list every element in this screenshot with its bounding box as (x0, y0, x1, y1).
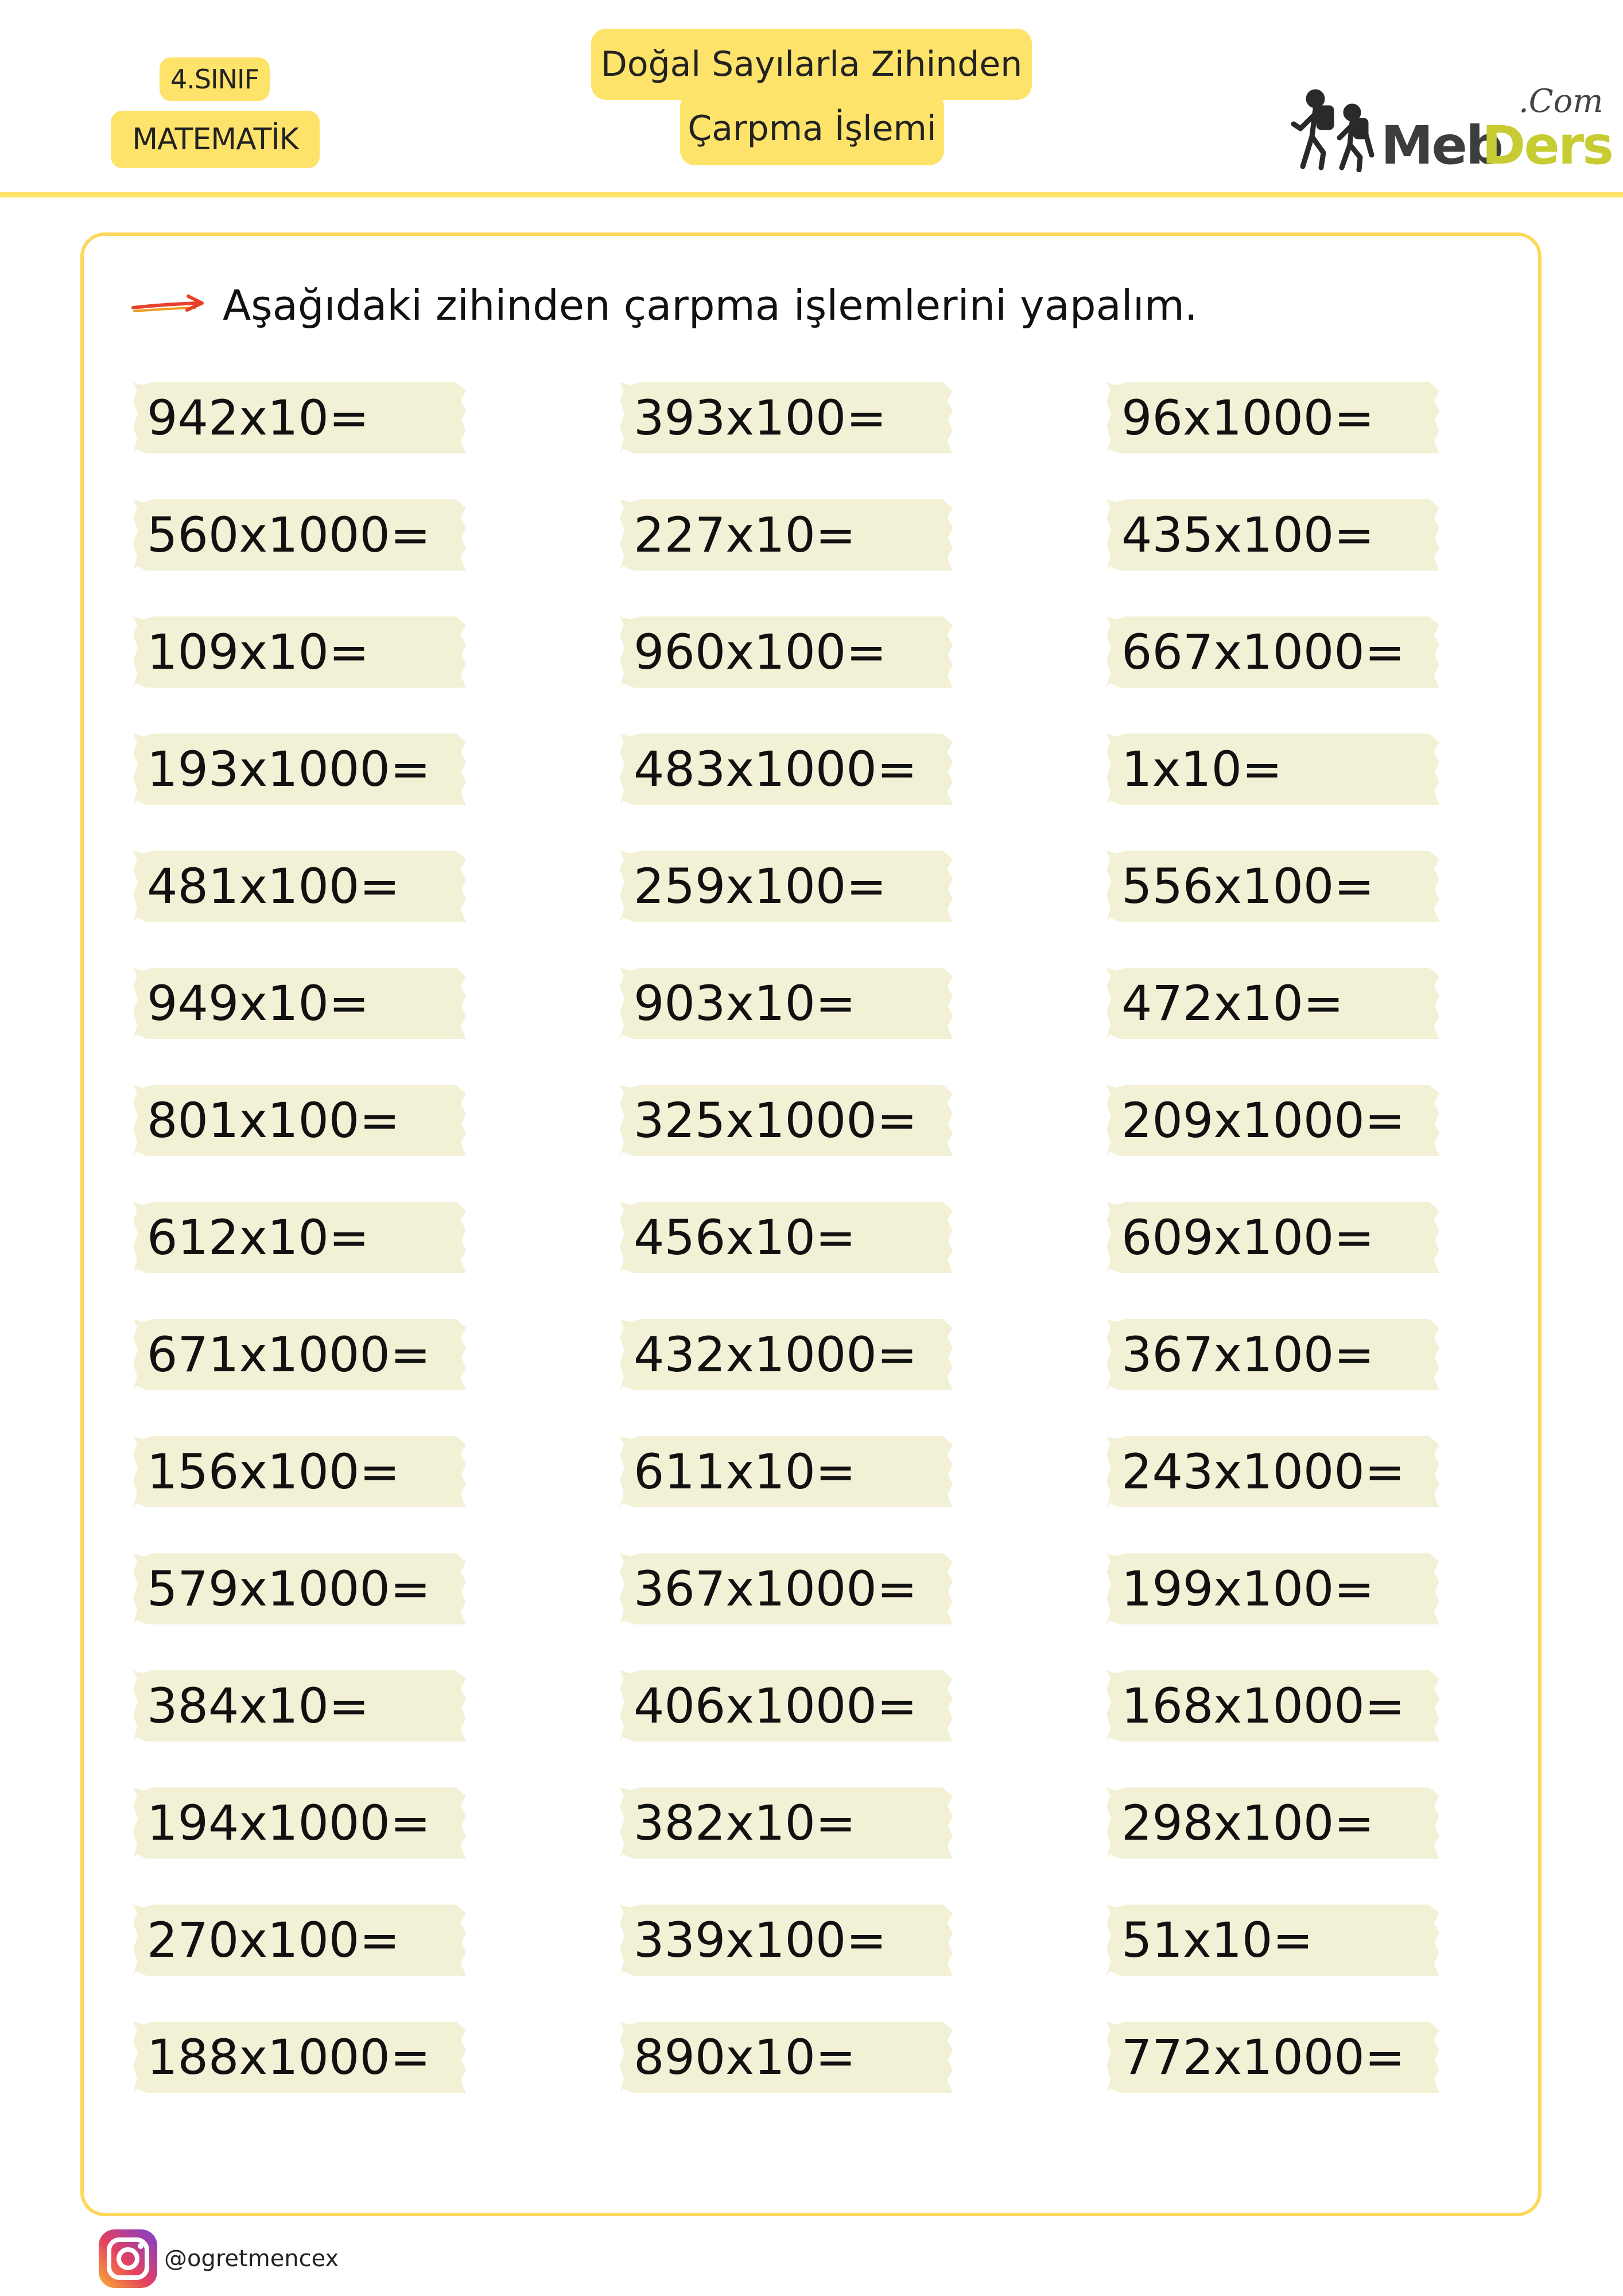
header-divider (0, 192, 1623, 197)
exercise-item: 367x1000= (634, 1561, 918, 1617)
exercise-item: 227x10= (634, 507, 856, 563)
footer-handle: @ogretmencex (164, 2245, 339, 2272)
footer (96, 2227, 339, 2290)
exercise-item: 243x1000= (1121, 1444, 1405, 1500)
exercise-item: 942x10= (147, 390, 370, 446)
exercise-item: 199x100= (1121, 1561, 1374, 1617)
exercise-item: 382x10= (634, 1795, 856, 1851)
exercise-item: 960x100= (634, 624, 887, 680)
exercise-item: 772x1000= (1121, 2029, 1405, 2085)
exercise-item: 612x10= (147, 1209, 370, 1266)
exercise-item: 435x100= (1121, 507, 1374, 563)
exercise-item: 456x10= (634, 1209, 856, 1266)
exercise-item: 1x10= (1121, 741, 1283, 797)
exercise-item: 209x1000= (1121, 1092, 1405, 1149)
exercise-item: 194x1000= (147, 1795, 431, 1851)
exercise-item: 367x100= (1121, 1327, 1374, 1383)
exercise-item: 949x10= (147, 975, 370, 1031)
exercise-item: 259x100= (634, 858, 887, 914)
grade-tag: 4.SINIF (160, 57, 270, 101)
exercise-item: 481x100= (147, 858, 400, 914)
page-title-line-1: Doğal Sayılarla Zihinden (591, 29, 1032, 100)
exercise-item: 406x1000= (634, 1678, 918, 1734)
exercise-item: 903x10= (634, 975, 856, 1031)
exercise-item: 193x1000= (147, 741, 431, 797)
exercise-item: 298x100= (1121, 1795, 1374, 1851)
instruction-text: Aşağıdaki zihinden çarpma işlemlerini yapalım. (223, 281, 1198, 329)
exercise-item: 51x10= (1121, 1912, 1313, 1968)
exercise-item: 472x10= (1121, 975, 1344, 1031)
exercise-item: 671x1000= (147, 1327, 431, 1383)
logo-word-meb: Meb (1381, 115, 1502, 176)
exercise-item: 96x1000= (1121, 390, 1374, 446)
exercise-item: 483x1000= (634, 741, 918, 797)
exercise-item: 432x1000= (634, 1327, 918, 1383)
exercise-item: 393x100= (634, 390, 887, 446)
exercise-item: 109x10= (147, 624, 370, 680)
exercise-item: 667x1000= (1121, 624, 1405, 680)
arrow-icon (131, 294, 205, 317)
logo-word-ders: Ders (1482, 115, 1612, 176)
exercise-item: 890x10= (634, 2029, 856, 2085)
exercise-item: 168x1000= (1121, 1678, 1405, 1734)
subject-tag: MATEMATİK (111, 111, 320, 168)
logo-word-com: .Com (1519, 83, 1603, 120)
exercise-item: 579x1000= (147, 1561, 431, 1617)
exercise-item: 270x100= (147, 1912, 400, 1968)
site-logo (1286, 80, 1612, 178)
exercise-item: 325x1000= (634, 1092, 918, 1149)
exercise-item: 156x100= (147, 1444, 400, 1500)
page-title-line-2: Çarpma İşlemi (680, 92, 944, 165)
instruction (131, 271, 1198, 340)
exercise-item: 384x10= (147, 1678, 370, 1734)
exercise-item: 188x1000= (147, 2029, 431, 2085)
instagram-icon (96, 2227, 160, 2290)
hikers-icon (1286, 86, 1383, 172)
exercise-item: 560x1000= (147, 507, 431, 563)
exercise-item: 339x100= (634, 1912, 887, 1968)
exercise-item: 801x100= (147, 1092, 400, 1149)
exercise-item: 556x100= (1121, 858, 1374, 914)
exercise-item: 609x100= (1121, 1209, 1374, 1266)
exercise-item: 611x10= (634, 1444, 856, 1500)
